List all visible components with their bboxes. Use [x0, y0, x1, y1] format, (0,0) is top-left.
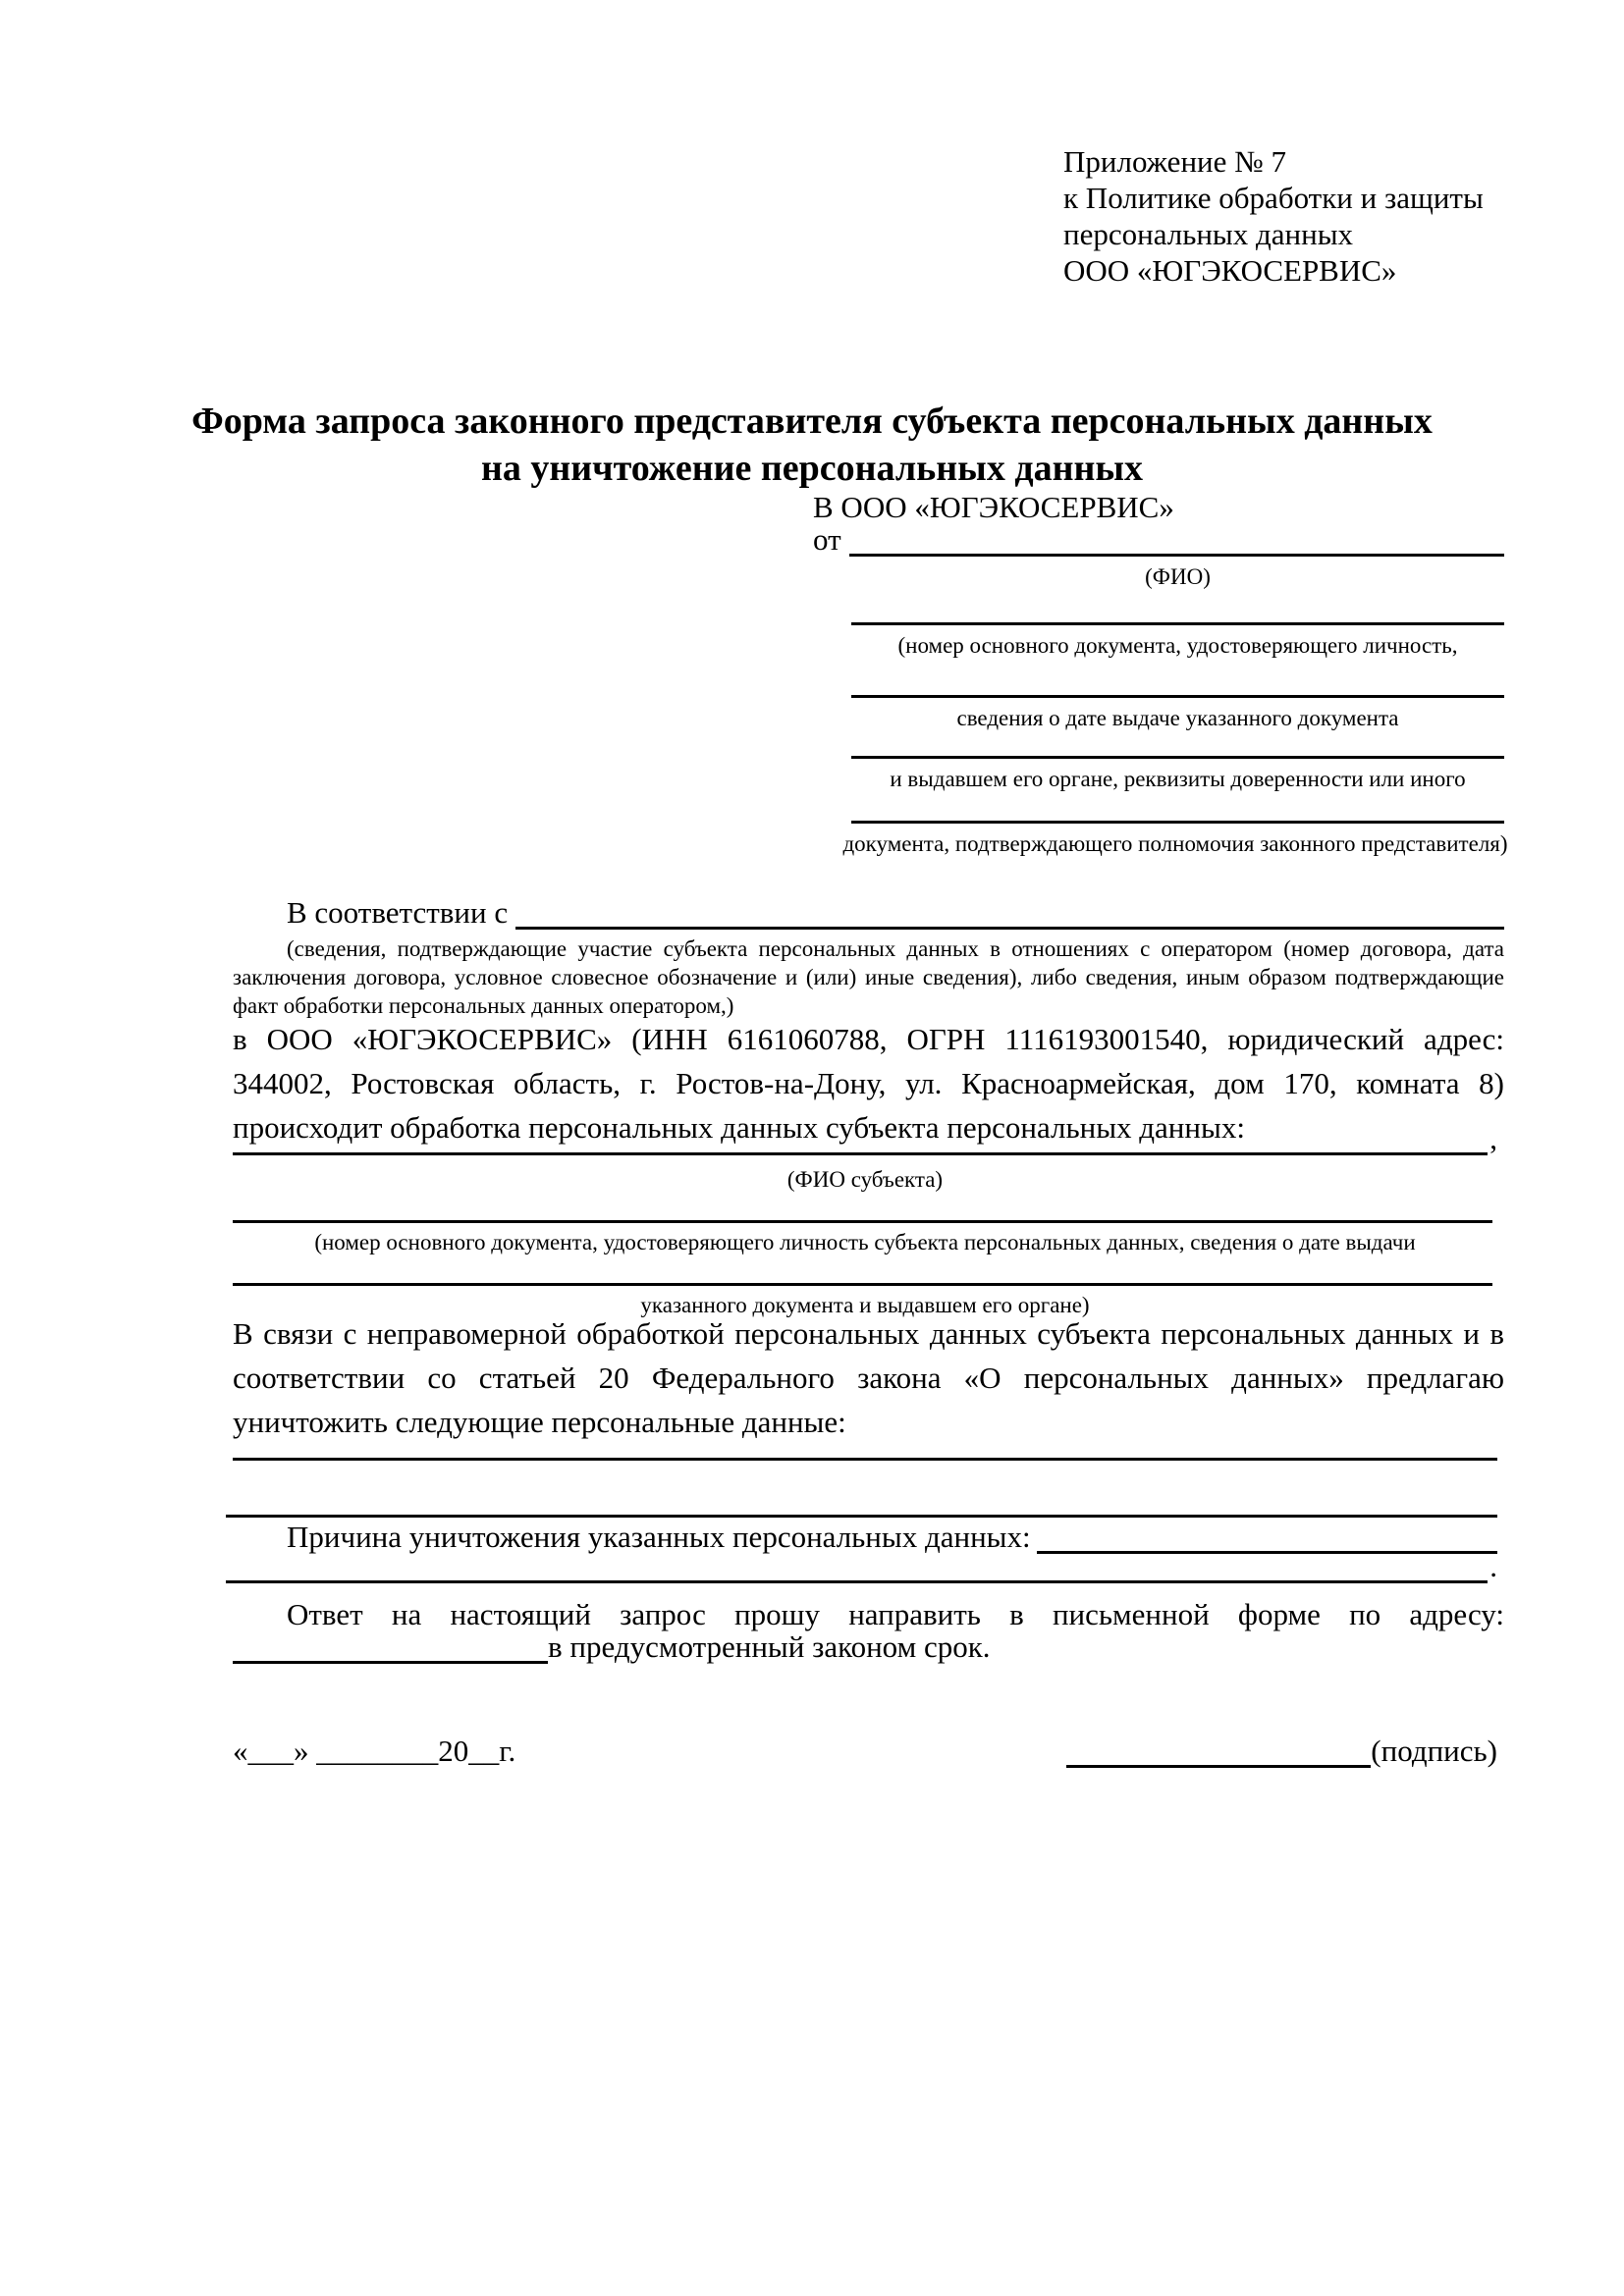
field-blank-line	[851, 821, 1504, 824]
subject-doc-caption-1: (номер основного документа, удостоверяющего личность субъекта персональных данных, сведения о дате выдачи	[314, 1230, 1416, 1255]
data-blank-line	[233, 1458, 1497, 1461]
appendix-header-line: Приложение № 7	[1063, 144, 1286, 179]
answer-line-2-text: в предусмотренный законом срок.	[548, 1629, 991, 1664]
subject-fio-caption: (ФИО субъекта)	[786, 1167, 944, 1192]
answer-line-1: Ответ на настоящий запрос прошу направить в письменной форме по адресу:	[287, 1597, 1504, 1631]
signoff-row	[233, 1734, 1497, 1773]
signature-blank-line	[1066, 1765, 1371, 1768]
from-blank-line	[849, 554, 1504, 557]
operator-paragraph: в ООО «ЮГЭКОСЕРВИС» (ИНН 6161060788, ОГРН 1116193001540, юридический адрес: 344002, Ростовская область, г. Ростов-на-Дону, ул. Красноармейская, дом 170, комната 8) происходит обработка персональных данных субъекта персональных данных:	[233, 1022, 1504, 1145]
subject-fio-blank-line	[233, 1152, 1488, 1155]
from-label: от	[813, 522, 841, 557]
appendix-header	[1063, 143, 1484, 289]
appendix-header-line: персональных данных	[1063, 217, 1354, 251]
signature-area	[1066, 1734, 1497, 1773]
field-blank-line	[851, 622, 1504, 625]
field-caption: документа, подтверждающего полномочия законного представителя)	[842, 831, 1508, 856]
signature-caption: (подпись)	[1371, 1734, 1497, 1768]
document-title-line2: на уничтожение персональных данных	[480, 448, 1144, 489]
subject-doc-blank-line	[233, 1283, 1492, 1286]
fio-caption: (ФИО)	[1145, 564, 1211, 589]
reason-blank-line	[1037, 1551, 1497, 1554]
accordance-line	[233, 895, 1504, 934]
field-caption: и выдавшем его органе, реквизиты доверенности или иного	[890, 767, 1466, 791]
date-line: «___» ________20__г.	[233, 1734, 516, 1768]
destroy-request-paragraph: В связи с неправомерной обработкой персональных данных субъекта персональных данных и в соответствии со статьей 20 Федерального закона «О персональных данных» предлагаю уничтожить следующие персональные данные:	[233, 1316, 1504, 1439]
field-blank-line	[851, 756, 1504, 759]
subject-fio-line	[233, 1121, 1497, 1160]
recipient-to: В ООО «ЮГЭКОСЕРВИС»	[813, 490, 1174, 524]
reason-continuation-line	[226, 1549, 1497, 1588]
field-caption: (номер основного документа, удостоверяющего личность,	[897, 633, 1458, 658]
reason-line	[233, 1520, 1497, 1559]
subject-doc-caption-2: указанного документа и выдавшем его органе)	[640, 1293, 1090, 1317]
field-blank-line	[851, 695, 1504, 698]
reason-period: .	[1489, 1549, 1497, 1583]
field-caption: сведения о дате выдаче указанного документа	[956, 706, 1399, 730]
reason-blank-line-2	[226, 1580, 1488, 1583]
address-blank-line	[233, 1661, 548, 1664]
accordance-blank-line	[515, 927, 1504, 930]
from-line	[813, 522, 1504, 561]
accordance-caption: (сведения, подтверждающие участие субъекта персональных данных в отношениях с оператором (номер договора, дата заключения договора, условное словесное обозначение и (или) иные сведения), либо сведения, иным образом подтверждающие факт обработки персональных данных оператором,)	[233, 936, 1504, 1018]
subject-fio-comma: ,	[1489, 1121, 1497, 1155]
document-title-line1: Форма запроса законного представителя субъекта персональных данных	[191, 400, 1433, 442]
subject-doc-blank-line	[233, 1220, 1492, 1223]
appendix-header-line: ООО «ЮГЭКОСЕРВИС»	[1063, 253, 1397, 288]
appendix-header-line: к Политике обработки и защиты	[1063, 181, 1484, 215]
document-title	[180, 398, 1444, 492]
reason-label: Причина уничтожения указанных персональных данных:	[287, 1520, 1031, 1554]
accordance-lead: В соответствии с	[287, 895, 509, 930]
answer-line-2	[233, 1629, 1504, 1669]
